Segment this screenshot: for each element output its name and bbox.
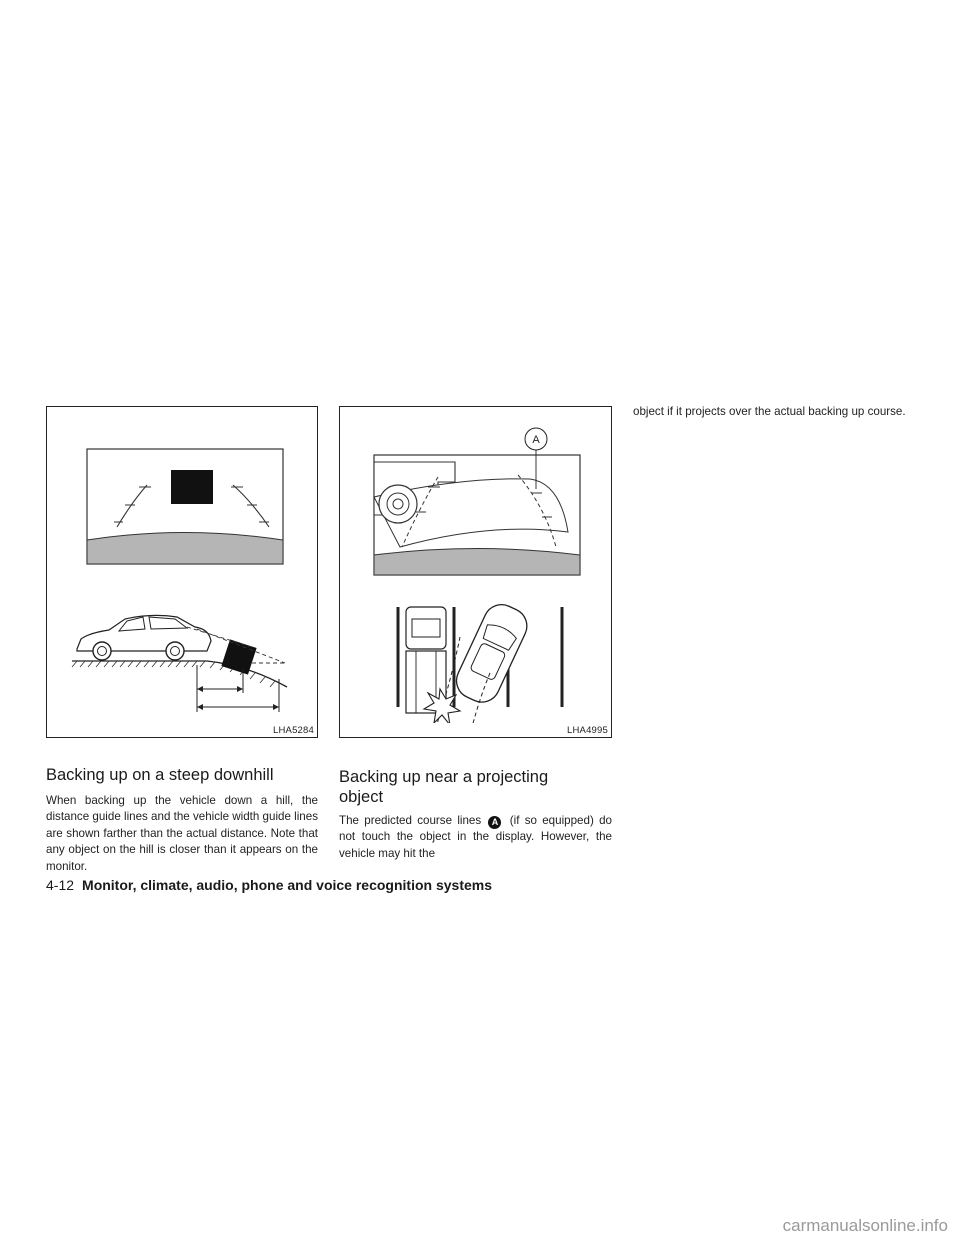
car-top-icon	[451, 599, 533, 708]
projecting-object-illustration	[340, 407, 611, 723]
section-heading-projecting-object: Backing up near a projecting object	[339, 768, 549, 806]
monitor-ground	[87, 533, 283, 565]
paragraph-text-part-1: The predicted course lines	[339, 814, 482, 827]
paragraph-continued: object if it projects over the actual backing up course.	[633, 405, 906, 418]
watermark: carmanualsonline.info	[782, 1216, 948, 1235]
footer-section-title: Monitor, climate, audio, phone and voice recognition systems	[82, 877, 492, 893]
page-number: 4-12	[46, 877, 75, 893]
paragraph-projecting-object	[339, 813, 612, 862]
object-on-slope	[221, 639, 256, 674]
steep-downhill-illustration	[47, 407, 317, 723]
svg-text:A: A	[532, 434, 540, 446]
page-footer	[46, 877, 492, 893]
callout-a-marker-icon: A	[488, 816, 501, 829]
section-heading-steep-downhill: Backing up on a steep downhill	[46, 766, 274, 784]
figure-code: LHA5284	[272, 725, 314, 736]
object-on-screen	[171, 470, 213, 504]
paragraph-steep-downhill: When backing up the vehicle down a hill, the distance guide lines and the vehicle width guide lines are shown farther than the actual distance. Note that any object on the hill is closer than it appears on the monitor.	[46, 794, 318, 873]
figure-code: LHA4995	[566, 725, 608, 736]
figure-projecting-object	[339, 406, 612, 738]
car-side-icon	[77, 615, 211, 660]
paragraph-text-part-2: (if so equipped) do not touch the object in the display. However, the vehicle may hit the	[339, 814, 612, 860]
figure-steep-downhill	[46, 406, 318, 738]
monitor-ground	[374, 549, 580, 576]
